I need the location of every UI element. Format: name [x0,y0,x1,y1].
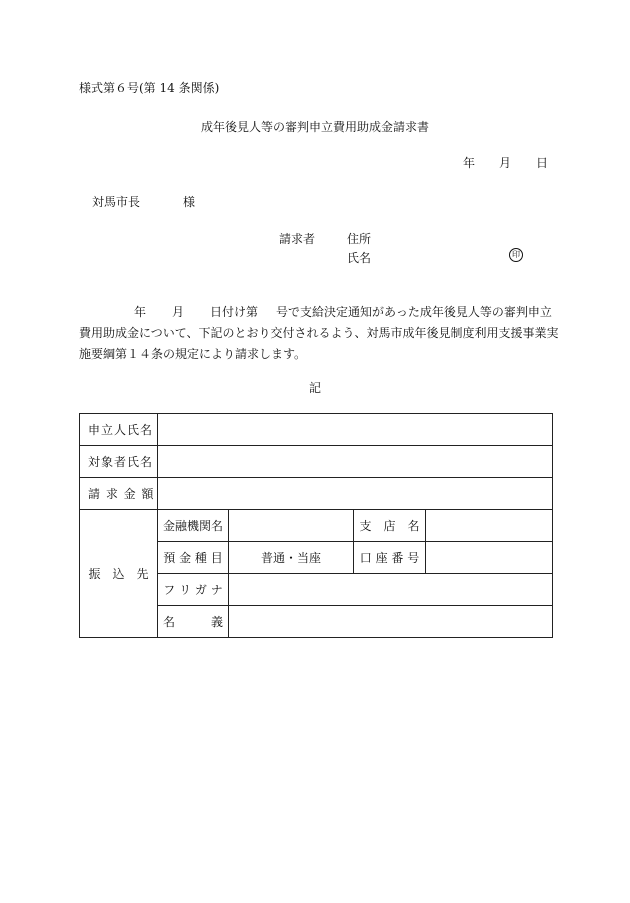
body-line1-rest: 号で支給決定通知があった成年後見人等の審判申立 [276,305,552,319]
body-date-no: 日付け第 [210,305,259,319]
date-month-label: 月 [499,156,512,170]
date-day-label: 日 [536,156,549,170]
branch-name-label: 支 店 名 [354,510,426,542]
transfer-to-label: 振 込 先 [80,510,158,638]
row-applicant [80,414,553,446]
seal-mark: 印 [509,248,523,262]
account-holder-label: 名 義 [158,606,229,638]
deposit-type-value[interactable]: 普通・当座 [229,542,354,574]
deposit-type-label: 預 金 種 目 [158,542,229,574]
document-title: 成年後見人等の審判申立費用助成金請求書 [200,120,429,134]
request-table [79,413,553,638]
ki-heading: 記 [308,381,321,395]
requester-name-label: 氏名 [347,251,372,265]
requester-label: 請求者 [279,232,316,246]
subject-name-field[interactable] [158,446,553,478]
addressee-name: 対馬市長 [92,195,141,209]
body-month: 月 [172,305,185,319]
row-amount [80,478,553,510]
account-holder-field[interactable] [229,606,553,638]
applicant-name-field[interactable] [158,414,553,446]
furigana-field[interactable] [229,574,553,606]
account-number-field[interactable] [426,542,553,574]
addressee-honorific: 様 [183,195,196,209]
body-line-3: 施要綱第１４条の規定により請求します。 [79,347,307,361]
request-body [79,302,559,365]
account-number-label: 口 座 番 号 [354,542,426,574]
applicant-name-label: 申立人氏名 [80,414,158,446]
amount-label: 請 求 金 額 [80,478,158,510]
subject-name-label: 対象者氏名 [80,446,158,478]
body-line-2: 費用助成金について、下記のとおり交付されるよう、対馬市成年後見制度利用支援事業実 [79,326,559,340]
furigana-label: フ リ ガ ナ [158,574,229,606]
amount-field[interactable] [158,478,553,510]
bank-name-label: 金融機関名 [158,510,229,542]
body-line-1 [79,302,559,323]
form-number: 様式第６号(第 14 条関係) [79,81,220,95]
row-subject [80,446,553,478]
bank-name-field[interactable] [229,510,354,542]
body-year: 年 [134,305,147,319]
date-year-label: 年 [463,156,476,170]
branch-name-field[interactable] [426,510,553,542]
row-bank [80,510,553,542]
requester-address-label: 住所 [347,232,372,246]
